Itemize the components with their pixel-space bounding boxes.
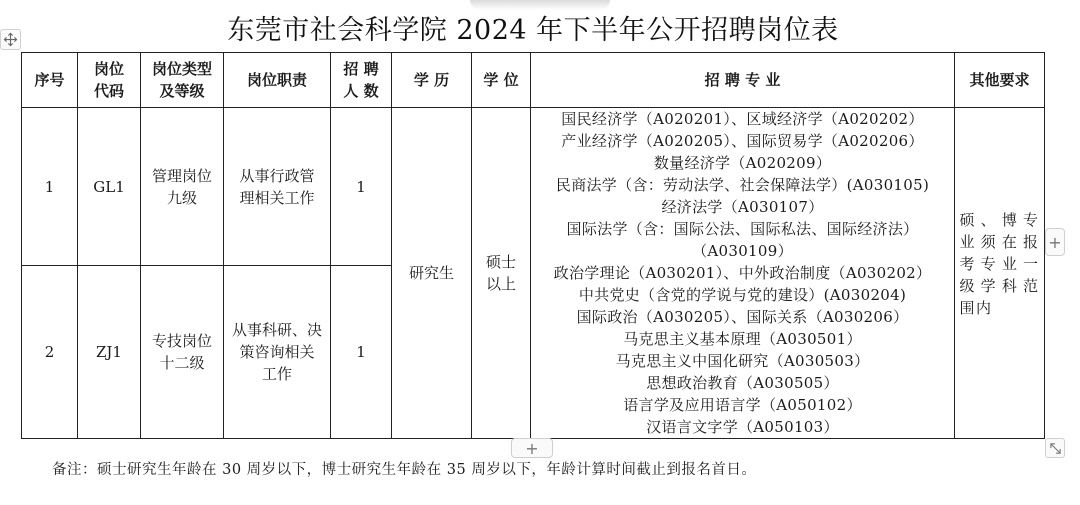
major-line: 汉语言文字学（A050103） [646,418,839,436]
header-other: 其他要求 [955,53,1045,108]
header-type [141,53,224,108]
cell-duty-line3: 工作 [261,365,292,384]
cell-education: 研究生 [392,108,472,439]
cell-code: GL1 [78,108,141,266]
header-code-line2: 代码 [93,82,124,100]
add-row-button[interactable]: + [511,438,553,458]
cell-type-line1: 管理岗位 [151,166,212,185]
header-code-line1: 岗位 [93,60,124,78]
resize-icon [1049,442,1062,455]
cell-duty [224,108,331,266]
header-row [22,53,1045,108]
cell-duty-line2: 理相关工作 [239,188,315,207]
major-line: 产业经济学（A020205）、国际贸易学（A020206） [561,132,924,150]
cell-seq: 1 [22,108,78,266]
cell-type-line1: 专技岗位 [151,332,212,351]
header-count-line1: 招 聘 [343,60,379,78]
major-line: 经济法学（A030107） [661,198,824,216]
cell-degree-line2: 以上 [485,275,516,293]
cell-type [141,108,224,266]
major-line: 中共党史（含党的学说与党的建设）(A030204) [578,286,907,304]
cell-duty [224,266,331,439]
cell-code: ZJ1 [78,266,141,439]
header-count [331,53,392,108]
major-line: 国民经济学（A020201）、区域经济学（A020202） [561,110,924,128]
recruitment-table [21,52,1045,439]
cell-other [955,108,1045,439]
cell-seq: 2 [22,266,78,439]
other-requirement-text: 硕、博专业须在报考专业一级学科范围内 [959,211,1040,317]
cell-count: 1 [331,108,392,266]
cell-type-line2: 十二级 [159,354,205,373]
cell-degree-line1: 硕士 [485,253,516,271]
major-line: （A030109） [692,242,793,260]
header-count-line2: 人 数 [343,82,379,100]
header-duty: 岗位职责 [224,53,331,108]
cell-duty-line2: 策咨询相关 [239,343,315,362]
major-line: 思想政治教育（A030505） [646,374,839,392]
major-line: 语言学及应用语言学（A050102） [623,396,862,414]
footnote: 备注：硕士研究生年龄在 30 周岁以下，博士研究生年龄在 35 周岁以下，年龄计算时间截止到报名首日。 [52,462,757,478]
cell-type [141,266,224,439]
major-line: 国际政治（A030205）、国际关系（A030206） [576,308,909,326]
major-line: 马克思主义基本原理（A030501） [623,330,862,348]
cell-degree [472,108,531,439]
major-line: 政治学理论（A030201）、中外政治制度（A030202） [553,264,932,282]
header-degree: 学 位 [472,53,531,108]
cell-duty-line1: 从事科研、决 [231,321,322,340]
cell-type-line2: 九级 [166,188,197,207]
add-column-button[interactable]: + [1045,228,1065,256]
header-type-line1: 岗位类型 [151,60,212,78]
cell-count: 1 [331,266,392,439]
table-row [22,108,1045,266]
header-seq: 序号 [22,53,78,108]
header-education: 学 历 [392,53,472,108]
header-code [78,53,141,108]
table-resize-handle[interactable] [1045,438,1065,458]
cell-majors [531,108,955,439]
major-line: 民商法学（含：劳动法学、社会保障法学）(A030105) [555,176,930,194]
major-line: 马克思主义中国化研究（A030503） [615,352,870,370]
major-line: 国际法学（含：国际公法、国际私法、国际经济法） [566,220,919,238]
cell-duty-line1: 从事行政管 [239,166,315,185]
major-line: 数量经济学（A020209） [653,154,832,172]
document-title: 东莞市社会科学院 2024 年下半年公开招聘岗位表 [227,15,839,46]
header-major: 招 聘 专 业 [531,53,955,108]
header-type-line2: 及等级 [159,82,205,100]
